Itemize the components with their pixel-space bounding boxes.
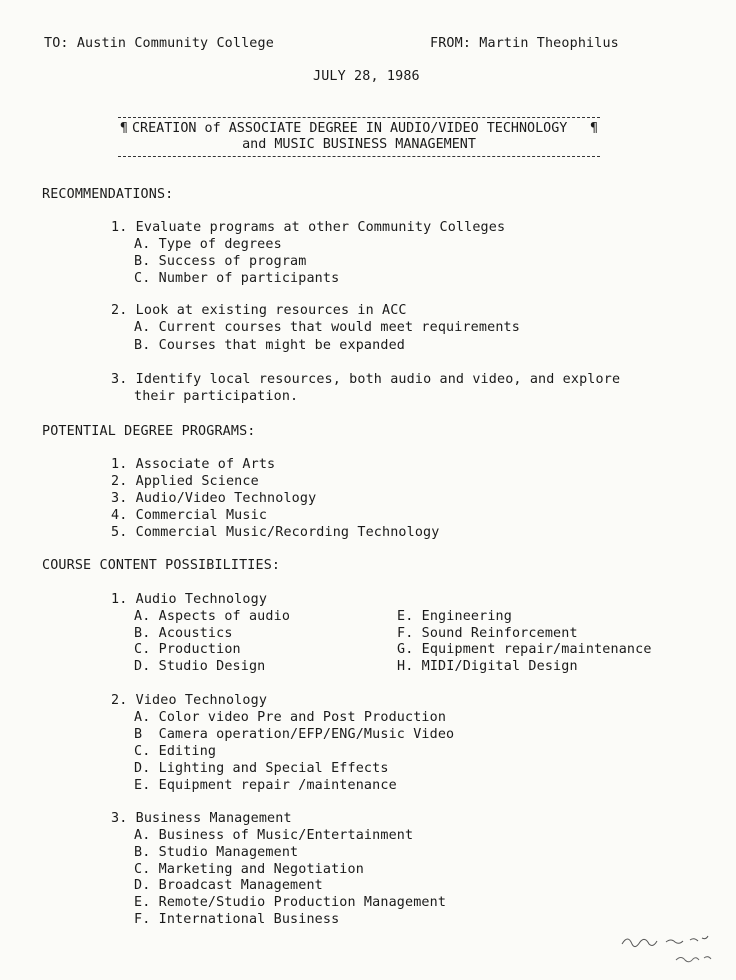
recommendation-2a: A. Current courses that would meet requirements (134, 320, 520, 335)
business-topic: B. Studio Management (134, 845, 299, 860)
audio-topic: A. Aspects of audio (134, 609, 291, 624)
course-content-heading: COURSE CONTENT POSSIBILITIES: (42, 558, 281, 573)
item-text: Identify local resources, both audio and video, and explore (135, 372, 621, 387)
recommendation-2b: B. Courses that might be expanded (134, 338, 405, 353)
audio-topic: H. MIDI/Digital Design (397, 659, 578, 674)
left-bracket-mark: ¶ (120, 121, 128, 136)
business-topic: A. Business of Music/Entertainment (134, 828, 414, 843)
audio-topic: E. Engineering (397, 609, 512, 624)
memo-title-box (118, 117, 600, 157)
programs-heading: POTENTIAL DEGREE PROGRAMS: (42, 424, 256, 439)
business-topic: D. Broadcast Management (134, 878, 323, 893)
video-technology-title: 2. Video Technology (111, 693, 268, 708)
memo-title-line-1: CREATION of ASSOCIATE DEGREE IN AUDIO/VIDEO TECHNOLOGY (132, 121, 568, 136)
recommendations-heading: RECOMMENDATIONS: (42, 187, 174, 202)
memo-date: JULY 28, 1986 (313, 69, 420, 84)
recommendation-3 (111, 371, 620, 388)
business-topic: C. Marketing and Negotiation (134, 862, 364, 877)
audio-topic: F. Sound Reinforcement (397, 626, 578, 641)
recommendation-1 (111, 219, 505, 236)
audio-topic: G. Equipment repair/maintenance (397, 642, 652, 657)
item-text: Look at existing resources in ACC (135, 303, 407, 318)
recommendation-1c: C. Number of participants (134, 271, 340, 286)
handwritten-signature (618, 930, 728, 970)
video-topic: D. Lighting and Special Effects (134, 761, 389, 776)
video-topic: E. Equipment repair /maintenance (134, 778, 397, 793)
audio-topic: D. Studio Design (134, 659, 266, 674)
program-item: 5. Commercial Music/Recording Technology (111, 525, 440, 540)
recommendation-3-continued: their participation. (134, 389, 299, 404)
item-text: Evaluate programs at other Community Colleges (135, 220, 506, 235)
memo-from: FROM: Martin Theophilus (430, 36, 619, 51)
video-topic: A. Color video Pre and Post Production (134, 710, 447, 725)
program-item: 2. Applied Science (111, 474, 259, 489)
business-management-title: 3. Business Management (111, 811, 292, 826)
business-topic: F. International Business (134, 912, 340, 927)
right-bracket-mark: ¶ (590, 121, 598, 136)
program-item: 3. Audio/Video Technology (111, 491, 317, 506)
audio-topic: B. Acoustics (134, 626, 233, 641)
video-topic: C. Editing (134, 744, 217, 759)
item-number: 1. (111, 220, 128, 235)
recommendation-1b: B. Success of program (134, 254, 307, 269)
program-item: 4. Commercial Music (111, 508, 268, 523)
program-item: 1. Associate of Arts (111, 457, 276, 472)
recommendation-1a: A. Type of degrees (134, 237, 282, 252)
recommendation-2 (111, 302, 407, 319)
video-topic: B Camera operation/EFP/ENG/Music Video (134, 727, 455, 742)
item-number: 3. (111, 372, 128, 387)
item-number: 2. (111, 303, 128, 318)
audio-topic: C. Production (134, 642, 241, 657)
memo-title-line-2: and MUSIC BUSINESS MANAGEMENT (242, 137, 476, 152)
business-topic: E. Remote/Studio Production Management (134, 895, 447, 910)
audio-technology-title: 1. Audio Technology (111, 592, 268, 607)
memo-to: TO: Austin Community College (44, 36, 274, 51)
